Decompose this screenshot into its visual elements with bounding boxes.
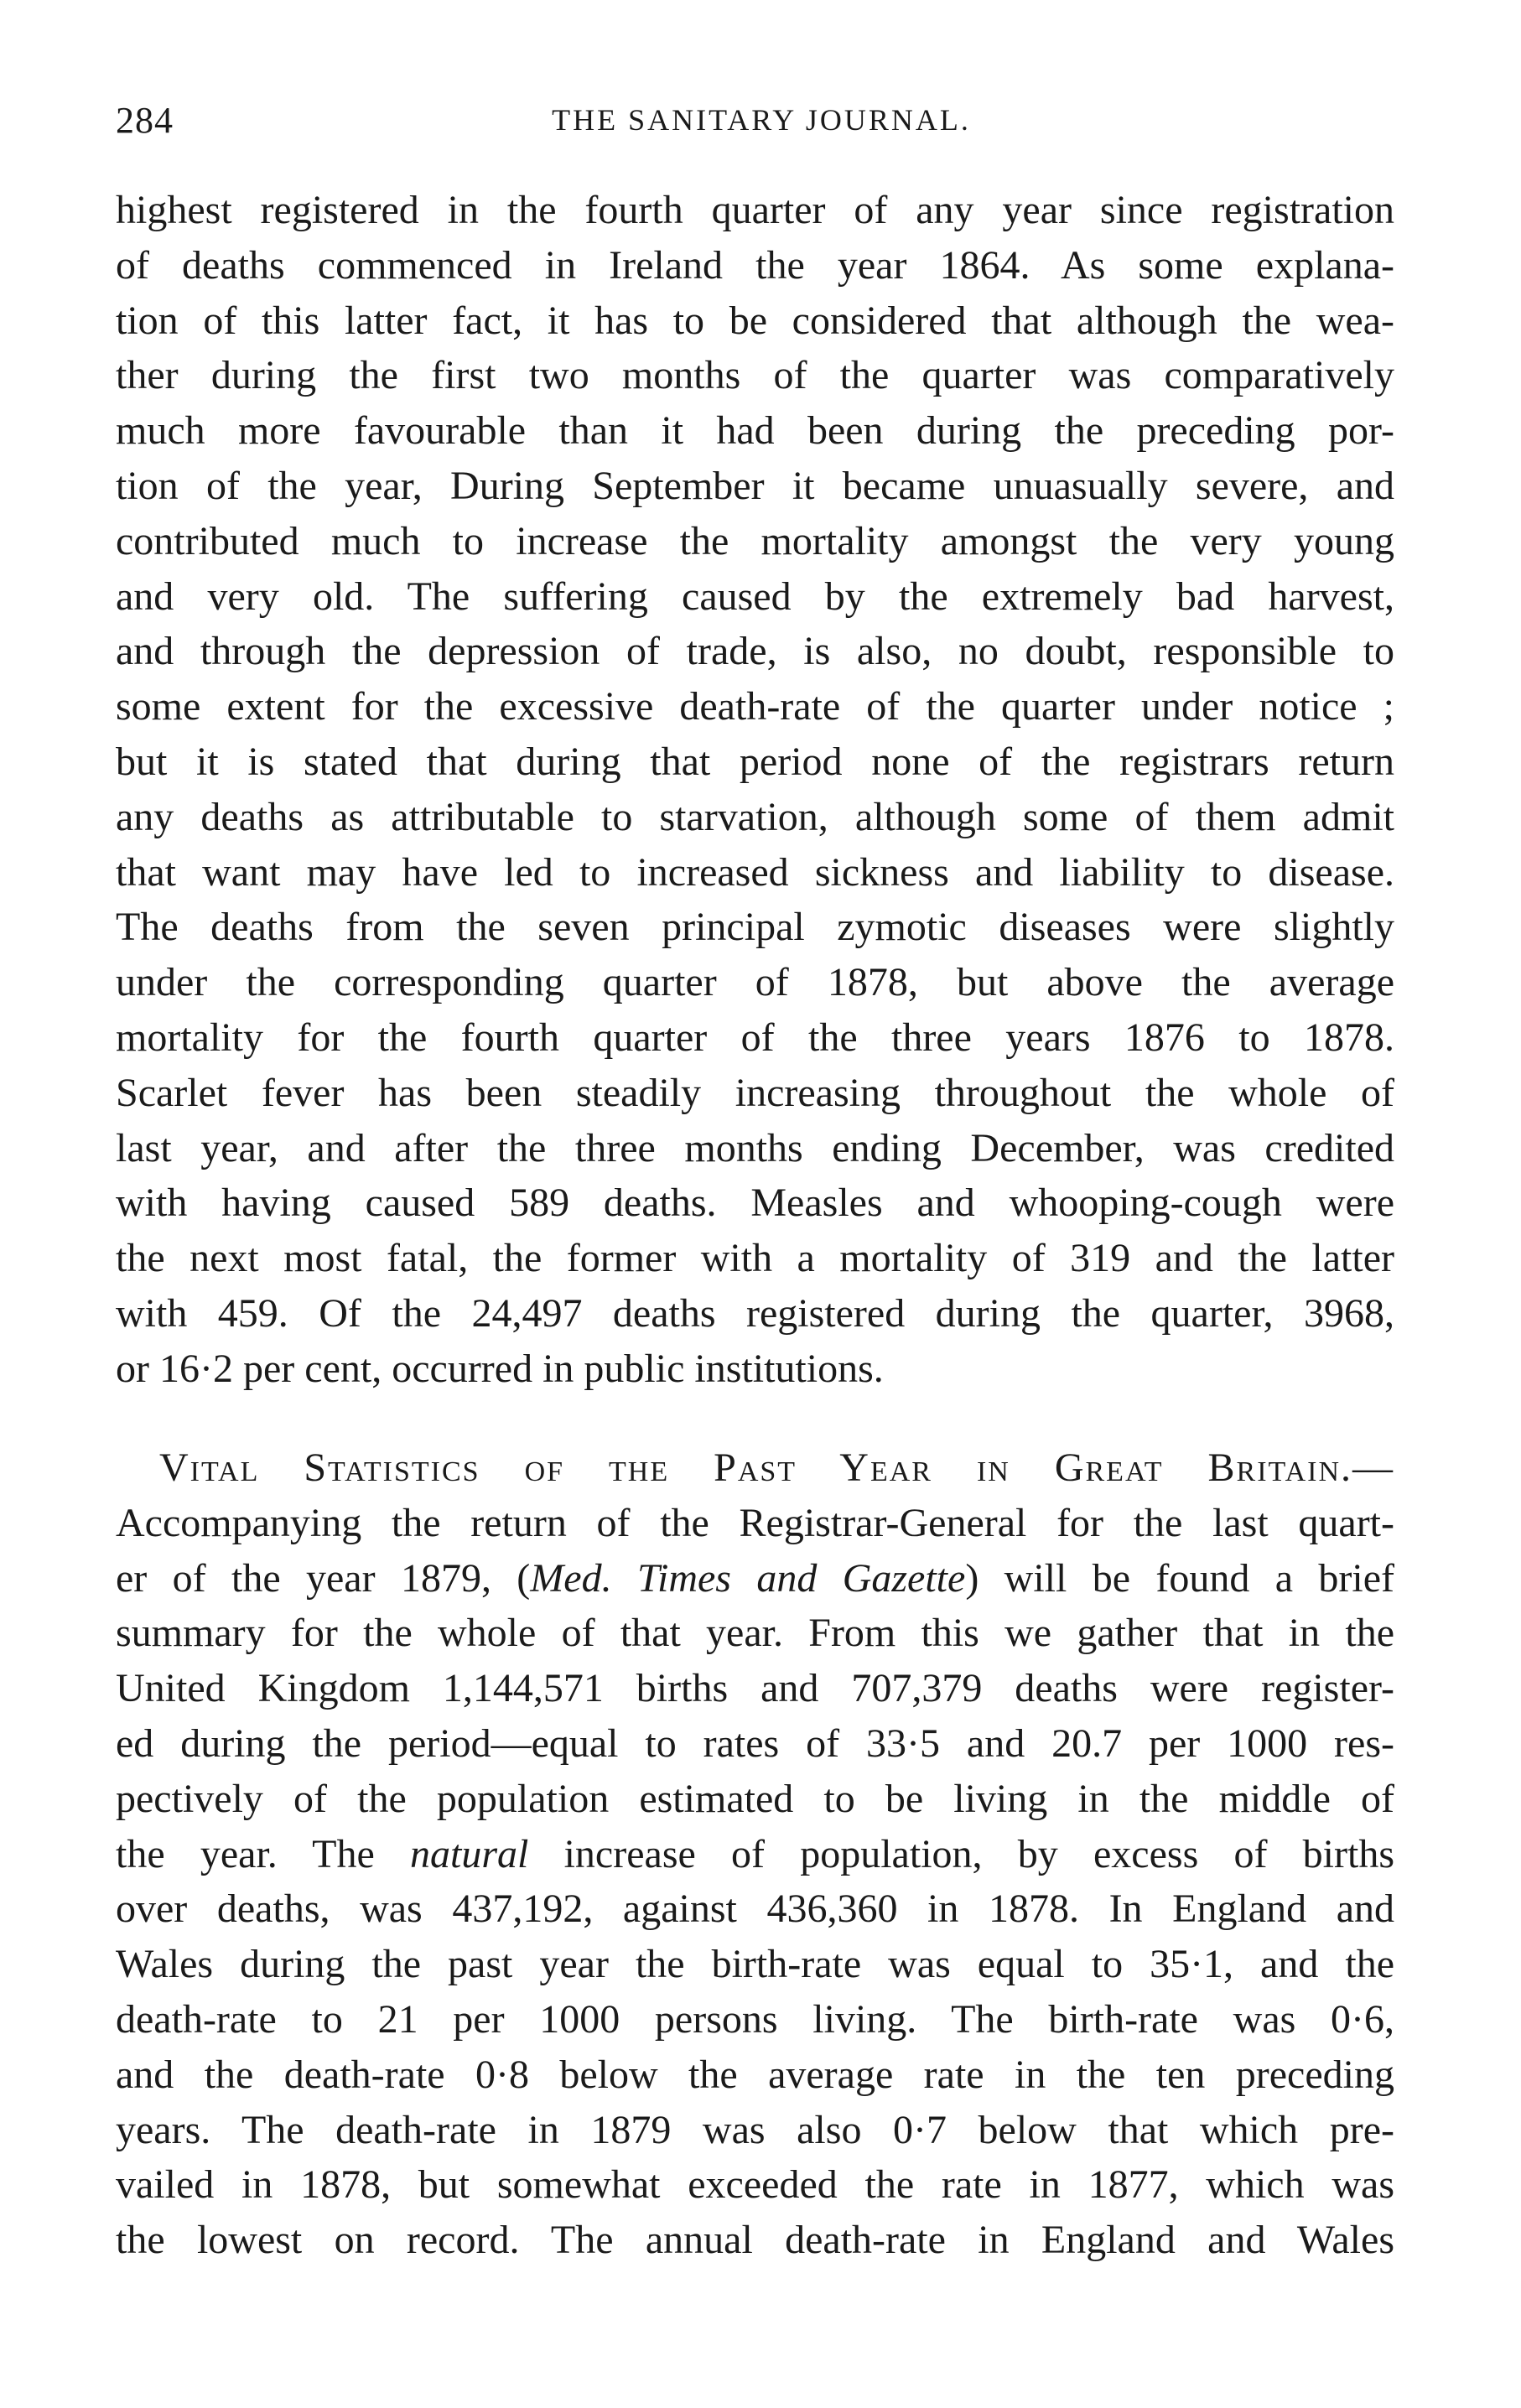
text-segment: the year. The (116, 1831, 410, 1876)
text-line: last year, and after the three months ending December, was credited (116, 1125, 1394, 1170)
section-heading-text: Vital Statistics of the Past Year in Great Britain.— (159, 1445, 1394, 1490)
text-line-with-emphasis (116, 1827, 1394, 1882)
text-line: United Kingdom 1,144,571 births and 707,379 deaths were register- (116, 1666, 1394, 1711)
text-line: under the corresponding quarter of 1878, but above the average (116, 960, 1394, 1005)
text-line: highest registered in the fourth quarter of any year since registration (116, 188, 1394, 232)
text-line: or 16·2 per cent, occurred in public institutions. (116, 1346, 884, 1391)
section-heading (116, 1440, 1394, 1496)
text-line: with having caused 589 deaths. Measles and whooping-cough were (116, 1181, 1394, 1226)
text-line: ed during the period—equal to rates of 33·5 and 20.7 per 1000 res- (116, 1720, 1394, 1766)
text-line: any deaths as attributable to starvation, although some of them admit (116, 794, 1394, 839)
text-line: contributed much to increase the mortality amongst the very young (116, 518, 1394, 563)
text-segment: ) will be found a brief (965, 1555, 1394, 1601)
text-line: with 459. Of the 24,497 deaths registered during the quarter, 3968, (116, 1290, 1394, 1336)
text-line: Scarlet fever has been steadily increasing throughout the whole of (116, 1070, 1394, 1115)
text-line: tion of the year, During September it became unuasually severe, and (116, 463, 1394, 508)
text-line: and through the depression of trade, is also, no doubt, responsible to (116, 629, 1394, 674)
text-line: Accompanying the return of the Registrar-General for the last quart- (116, 1500, 1394, 1545)
text-line: The deaths from the seven principal zymotic diseases were slightly (116, 905, 1394, 950)
text-line: and the death-rate 0·8 below the average rate in the ten preceding (116, 2052, 1394, 2097)
paragraph-vital-statistics (116, 1440, 1394, 2268)
text-line: the next most fatal, the former with a mortality of 319 and the latter (116, 1236, 1394, 1281)
page-header (116, 99, 1407, 149)
text-line: death-rate to 21 per 1000 persons living. The birth-rate was 0·6, (116, 1996, 1394, 2042)
text-line: of deaths commenced in Ireland the year 1864. As some explana- (116, 242, 1394, 288)
text-line: years. The death-rate in 1879 was also 0·7 below that which pre- (116, 2107, 1394, 2152)
text-line-with-citation (116, 1551, 1394, 1606)
text-line: summary for the whole of that year. From this we gather that in the (116, 1611, 1394, 1656)
text-segment: increase of population, by excess of births (528, 1831, 1394, 1876)
text-line: that want may have led to increased sickness and liability to disease. (116, 849, 1394, 895)
text-line: mortality for the fourth quarter of the three years 1876 to 1878. (116, 1015, 1394, 1060)
text-line: and very old. The suffering caused by the extremely bad harvest, (116, 573, 1394, 619)
emphasis-word: natural (410, 1831, 529, 1876)
text-line: some extent for the excessive death-rate of the quarter under notice ; (116, 684, 1394, 729)
text-line: but it is stated that during that period none of the registrars return (116, 739, 1394, 784)
text-line: the lowest on record. The annual death-rate in England and Wales (116, 2218, 1394, 2263)
text-segment: er of the year 1879, ( (116, 1555, 531, 1601)
text-line: pectively of the population estimated to be living in the middle of (116, 1776, 1394, 1821)
text-line: Wales during the past year the birth-rate was equal to 35·1, and the (116, 1942, 1394, 1987)
text-line: vailed in 1878, but somewhat exceeded the rate in 1877, which was (116, 2162, 1394, 2208)
text-line: tion of this latter fact, it has to be considered that although the wea- (116, 298, 1394, 343)
text-line: ther during the first two months of the quarter was comparatively (116, 353, 1394, 398)
paragraph-ireland-mortality (116, 183, 1394, 1397)
page-number: 284 (116, 100, 174, 141)
text-line: much more favourable than it had been during the preceding por- (116, 408, 1394, 454)
running-head: THE SANITARY JOURNAL. (552, 103, 971, 137)
citation-title: Med. Times and Gazette (530, 1555, 966, 1601)
text-line: over deaths, was 437,192, against 436,360 in 1878. In England and (116, 1886, 1394, 1932)
